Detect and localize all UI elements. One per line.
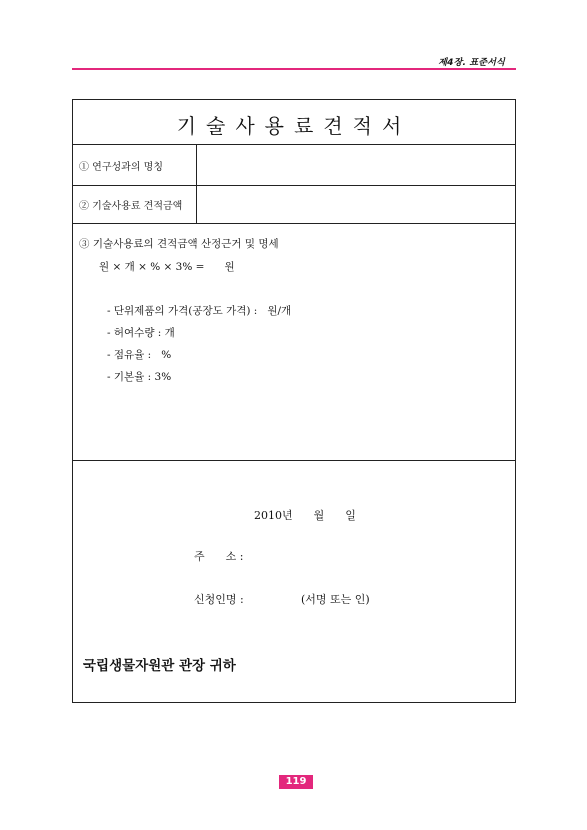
signature-label: (서명 또는 인) [301, 593, 370, 606]
estimate-amount-row [73, 186, 515, 224]
address-label: 주 소 : [194, 550, 244, 563]
addressee: 국립생물자원관 관장 귀하 [83, 658, 236, 674]
application-row [73, 461, 515, 702]
share-item: - 점유율 : % [107, 349, 172, 361]
base-rate-item: - 기본율 : 3% [107, 371, 172, 383]
estimate-form [72, 99, 516, 703]
calculation-formula: 원 × 개 × % × 3% = 원 [99, 261, 235, 273]
research-name-label: ① 연구성과의 명칭 [73, 145, 197, 185]
application-date: 2010년 월 일 [254, 509, 356, 522]
calculation-basis-row [73, 224, 515, 461]
page-number: 119 [279, 775, 313, 789]
research-name-row [73, 145, 515, 186]
chapter-label: 제4장. 표준서식 [438, 58, 505, 68]
applicant-label: 신청인명 : [194, 593, 244, 606]
unit-price-item: - 단위제품의 가격(공장도 가격) : 원/개 [107, 305, 292, 317]
estimate-amount-label: ② 기술사용료 견적금액 [73, 186, 197, 223]
title-row [73, 100, 515, 145]
form-title: 기술사용료견적서 [176, 114, 412, 138]
calculation-heading: ③ 기술사용료의 견적금액 산정근거 및 명세 [79, 238, 279, 250]
header-rule [72, 68, 516, 70]
quantity-item: - 허여수량 : 개 [107, 327, 175, 339]
